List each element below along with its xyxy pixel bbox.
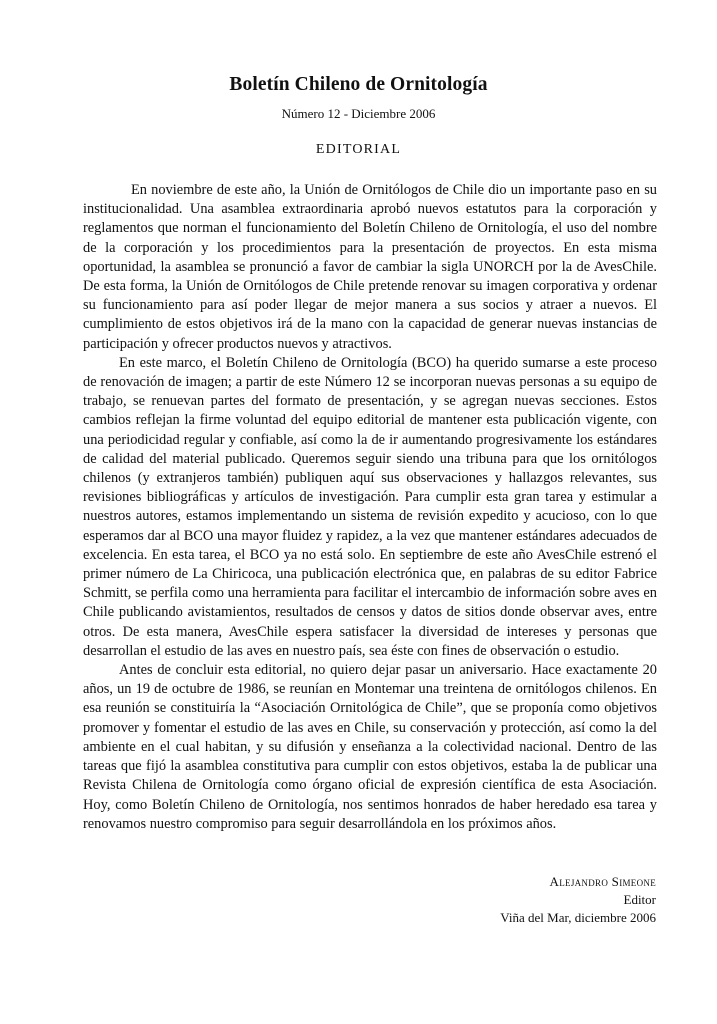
journal-title: Boletín Chileno de Ornitología bbox=[229, 74, 488, 95]
paragraph: Antes de concluir esta editorial, no quiero dejar pasar un aniversario. Hace exactamente 20 años, un 19 de octubre de 1986, se reunían en Montemar una treintena de ornitólogos chilenos. En esa reunión se constituiría la “Asociación Ornitológica de Chile”, que se proponía como objetivos promover y fomentar el estudio de las aves en Chile, su conservación y protección, así como la del ambiente en el cual habitan, y su difusión y enseñanza a la colectividad nacional. Dentro de las tareas que fijó la asamblea constitutiva para cumplir con estos objetivos, estaba la de publicar una Revista Chilena de Ornitología como órgano oficial de expresión científica de esta Asociación. Hoy, como Boletín Chileno de Ornitología, nos sentimos honrados de haber heredado esa tarea y renovamos nuestro compromiso para seguir desarrollándola en los próximos años. bbox=[83, 662, 657, 832]
paragraph: En este marco, el Boletín Chileno de Ornitología (BCO) ha querido sumarse a este proceso de renovación de imagen; a partir de este Número 12 se incorporan nuevas personas a su equipo de trabajo, se renuevan partes del formato de presentación, y se agregan nuevas secciones. Estos cambios reflejan la firme voluntad del equipo editorial de mantener esta publicación vigente, con una periodicidad regular y confiable, así como la de ir aumentando progresivamente los estándares de calidad del material publicado. Queremos seguir siendo una tribuna para que los ornitólogos chilenos (y extranjeros también) publiquen aquí sus observaciones y hallazgos relevantes, sus revisiones bibliográficas y artículos de investigación. Para cumplir esta gran tarea y estimular a nuestros autores, estamos implementando un sistema de revisión expedito y acucioso, con lo que esperamos dar al BCO una mayor fluidez y rapidez, a la vez que mantener estándares adecuados de excelencia. En esta tarea, el BCO ya no está solo. En septiembre de este año AvesChile estrenó el primer número de La Chiricoca, una publicación electrónica que, en palabras de su editor Fabrice Schmitt, se perfila como una herramienta para facilitar el intercambio de información sobre aves en Chile publicando avistamientos, resultados de censos y datos de sitios donde observar aves, entre otros. De esta manera, AvesChile espera satisfacer la diversidad de intereses y personas que desarrollan el estudio de las aves en nuestro país, sea éste con fines de observación o estudio. bbox=[83, 354, 657, 659]
author-name: Alejandro Simeone bbox=[549, 874, 656, 889]
issue-line: Número 12 - Diciembre 2006 bbox=[281, 106, 436, 121]
place-date: Viña del Mar, diciembre 2006 bbox=[500, 910, 656, 925]
editorial-body bbox=[83, 181, 657, 834]
paragraph: En noviembre de este año, la Unión de Ornitólogos de Chile dio un importante paso en su institucionalidad. Una asamblea extraordinaria aprobó nuevos estatutos para la corporación y reglamentos que norman el funcionamiento del Boletín Chileno de Ornitología, el uso del nombre de la corporación y los procedimientos para la presentación de proyectos. En esta misma oportunidad, la asamblea se pronunció a favor de cambiar la sigla UNORCH por la de AvesChile. De esta forma, la Unión de Ornitólogos de Chile pretende renovar su imagen corporativa y ordenar su funcionamiento para así poder llegar de mejor manera a sus socios y atraer a nuevos. El cumplimiento de estos objetivos irá de la mano con la capacidad de generar nuevas instancias de participación y ofrecer productos nuevos y atractivos. bbox=[83, 182, 657, 352]
section-heading: EDITORIAL bbox=[315, 142, 402, 157]
signature-block bbox=[500, 873, 656, 927]
author-role: Editor bbox=[623, 892, 656, 907]
